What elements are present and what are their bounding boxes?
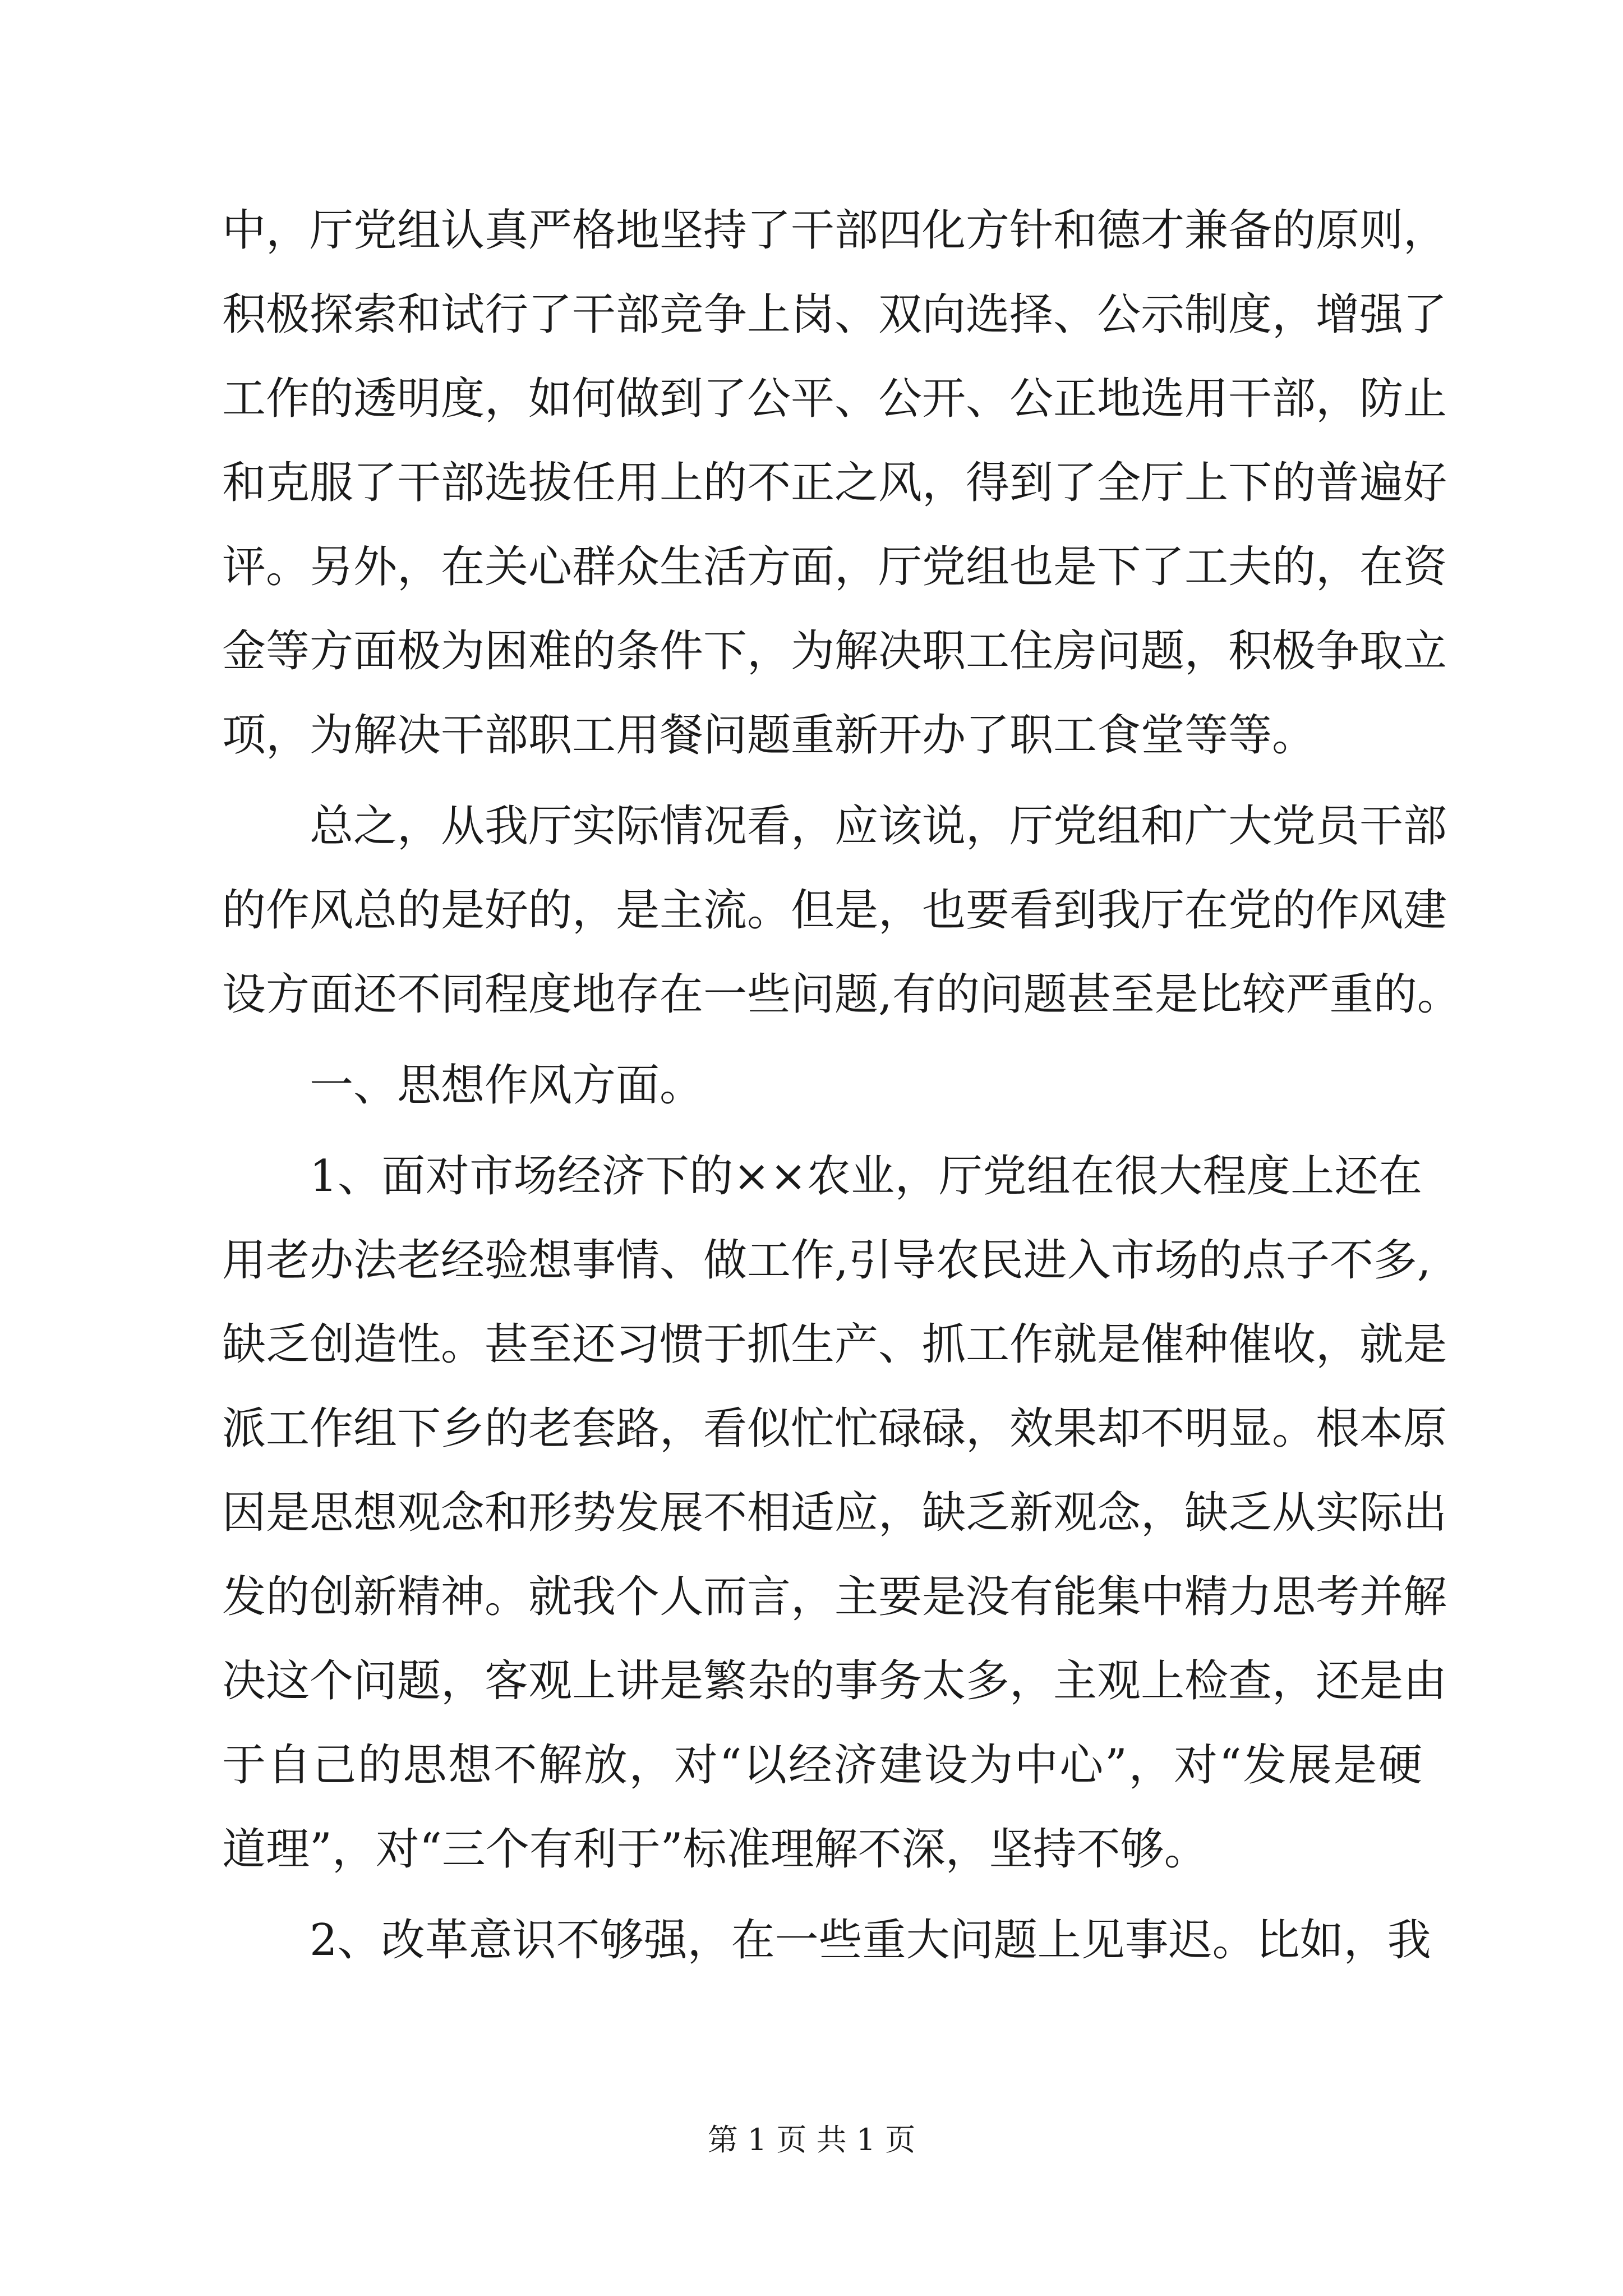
text-line: 于自己的思想不解放，对“以经济建设为中心”，对“发展是硬 (222, 1740, 1422, 1791)
text-line: 金等方面极为困难的条件下，为解决职工住房问题，积极争取立 (222, 626, 1447, 677)
document-body (222, 188, 1461, 1982)
text-line: 一、思想作风方面。 (310, 1060, 704, 1111)
text-line: 道理”，对“三个有利于”标准理解不深，坚持不够。 (222, 1824, 1208, 1875)
text-line: 积极探索和试行了干部竞争上岗、双向选择、公示制度，增强了 (222, 289, 1447, 340)
text-line: 的作风总的是好的，是主流。但是，也要看到我厅在党的作风建 (222, 885, 1447, 936)
text-line: 工作的透明度，如何做到了公平、公开、公正地选用干部，防止 (222, 374, 1447, 424)
section-heading (222, 1043, 1422, 1128)
text-line: 派工作组下乡的老套路，看似忙忙碌碌，效果却不明显。根本原 (222, 1404, 1447, 1454)
text-line: 和克服了干部选拔任用上的不正之风，得到了全厅上下的普遍好 (222, 458, 1447, 508)
text-line: 缺乏创造性。甚至还习惯于抓生产、抓工作就是催种催收，就是 (222, 1319, 1447, 1370)
page-footer: 第 1 页 共 1 页 (707, 2122, 916, 2157)
text-line: 发的创新精神。就我个人而言，主要是没有能集中精力思考并解 (222, 1572, 1447, 1622)
paragraph (222, 188, 1447, 777)
paragraph (222, 1134, 1447, 1892)
text-line: 决这个问题，客观上讲是繁杂的事务太多，主观上检查，还是由 (222, 1656, 1447, 1706)
text-line: 设方面还不同程度地存在一些问题,有的问题甚至是比较严重的。 (222, 969, 1461, 1020)
text-line: 项，为解决干部职工用餐问题重新开办了职工食堂等等。 (222, 710, 1316, 761)
text-line: 1、面对市场经济下的××农业，厅党组在很大程度上还在 (310, 1151, 1422, 1202)
text-line: 中，厅党组认真严格地坚持了干部四化方针和德才兼备的原则， (222, 205, 1447, 256)
paragraph (222, 784, 1461, 1037)
paragraph (222, 1898, 1431, 1982)
text-line: 因是思想观念和形势发展不相适应，缺乏新观念，缺乏从实际出 (222, 1488, 1447, 1538)
text-line: 总之，从我厅实际情况看，应该说，厅党组和广大党员干部 (310, 801, 1447, 852)
text-line: 评。另外，在关心群众生活方面，厅党组也是下了工夫的，在资 (222, 542, 1447, 592)
text-line: 用老办法老经验想事情、做工作,引导农民进入市场的点子不多, (222, 1235, 1431, 1286)
text-line: 2、改革意识不够强，在一些重大问题上见事迟。比如，我 (310, 1915, 1431, 1966)
